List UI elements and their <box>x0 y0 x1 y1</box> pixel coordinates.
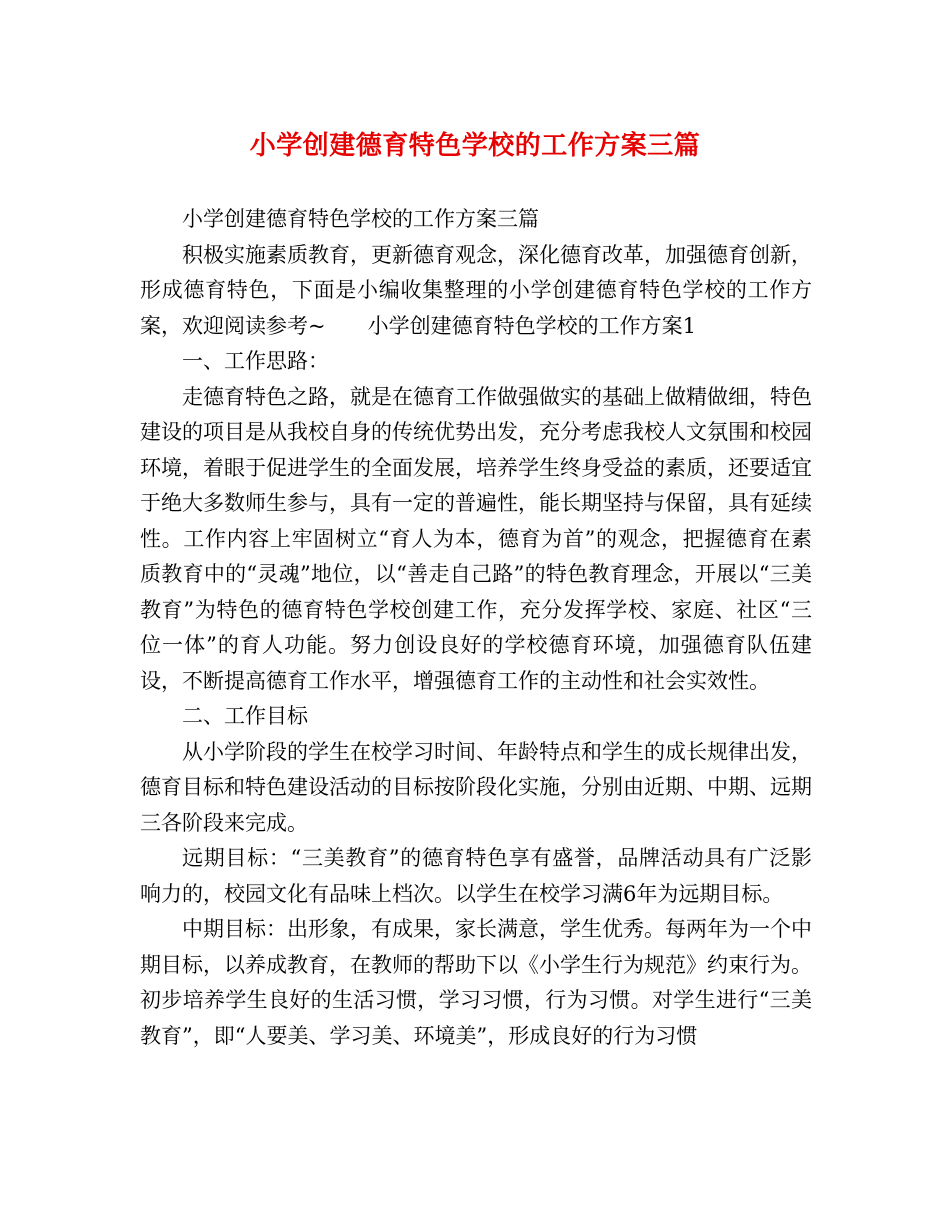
section-heading-2: 二、工作目标 <box>182 704 308 728</box>
paragraph-goals: 从小学阶段的学生在校学习时间、年龄特点和学生的成长规律出发，德育目标和特色建设活动的目标按阶段化实施，分别由近期、中期、远期三各阶段来完成。 <box>140 739 812 835</box>
section-heading-1: 一、工作思路： <box>182 349 329 373</box>
paragraph-intro: 积极实施素质教育，更新德育观念，深化德育改革，加强德育创新，形成德育特色，下面是小编收集整理的小学创建德育特色学校的工作方案，欢迎阅读参考~ 小学创建德育特色学校的工作方案1 <box>140 242 812 338</box>
document-title: 小学创建德育特色学校的工作方案三篇 <box>249 131 701 161</box>
paragraph-mid-term-goal: 中期目标：出形象，有成果，家长满意，学生优秀。每两年为一个中期目标，以养成教育，在教师的帮助下以《小学生行为规范》约束行为。初步培养学生良好的生活习惯，学习习惯，行为习惯。对学生进行“三美教育”，即“人要美、学习美、环境美”，形成良好的行为习惯 <box>140 917 812 1048</box>
paragraph-long-term-goal: 远期目标：“三美教育”的德育特色享有盛誉，品牌活动具有广泛影响力的，校园文化有品味上档次。以学生在校学习满6年为远期目标。 <box>140 846 812 906</box>
paragraph-work-ideas: 走德育特色之路，就是在德育工作做强做实的基础上做精做细，特色建设的项目是从我校自身的传统优势出发，充分考虑我校人文氛围和校园环境，着眼于促进学生的全面发展，培养学生终身受益的素质，还要适宜于绝大多数师生参与，具有一定的普遍性，能长期坚持与保留，具有延续性。工作内容上牢固树立“育人为本，德育为首”的观念，把握德育在素质教育中的“灵魂”地位，以“善走自己路”的特色教育理念，开展以“三美教育”为特色的德育特色学校创建工作，充分发挥学校、家庭、社区“三位一体”的育人功能。努力创设良好的学校德育环境，加强德育队伍建设，不断提高德育工作水平，增强德育工作的主动性和社会实效性。 <box>140 384 812 693</box>
paragraph-heading: 小学创建德育特色学校的工作方案三篇 <box>182 207 539 231</box>
document-body <box>140 202 812 1054</box>
